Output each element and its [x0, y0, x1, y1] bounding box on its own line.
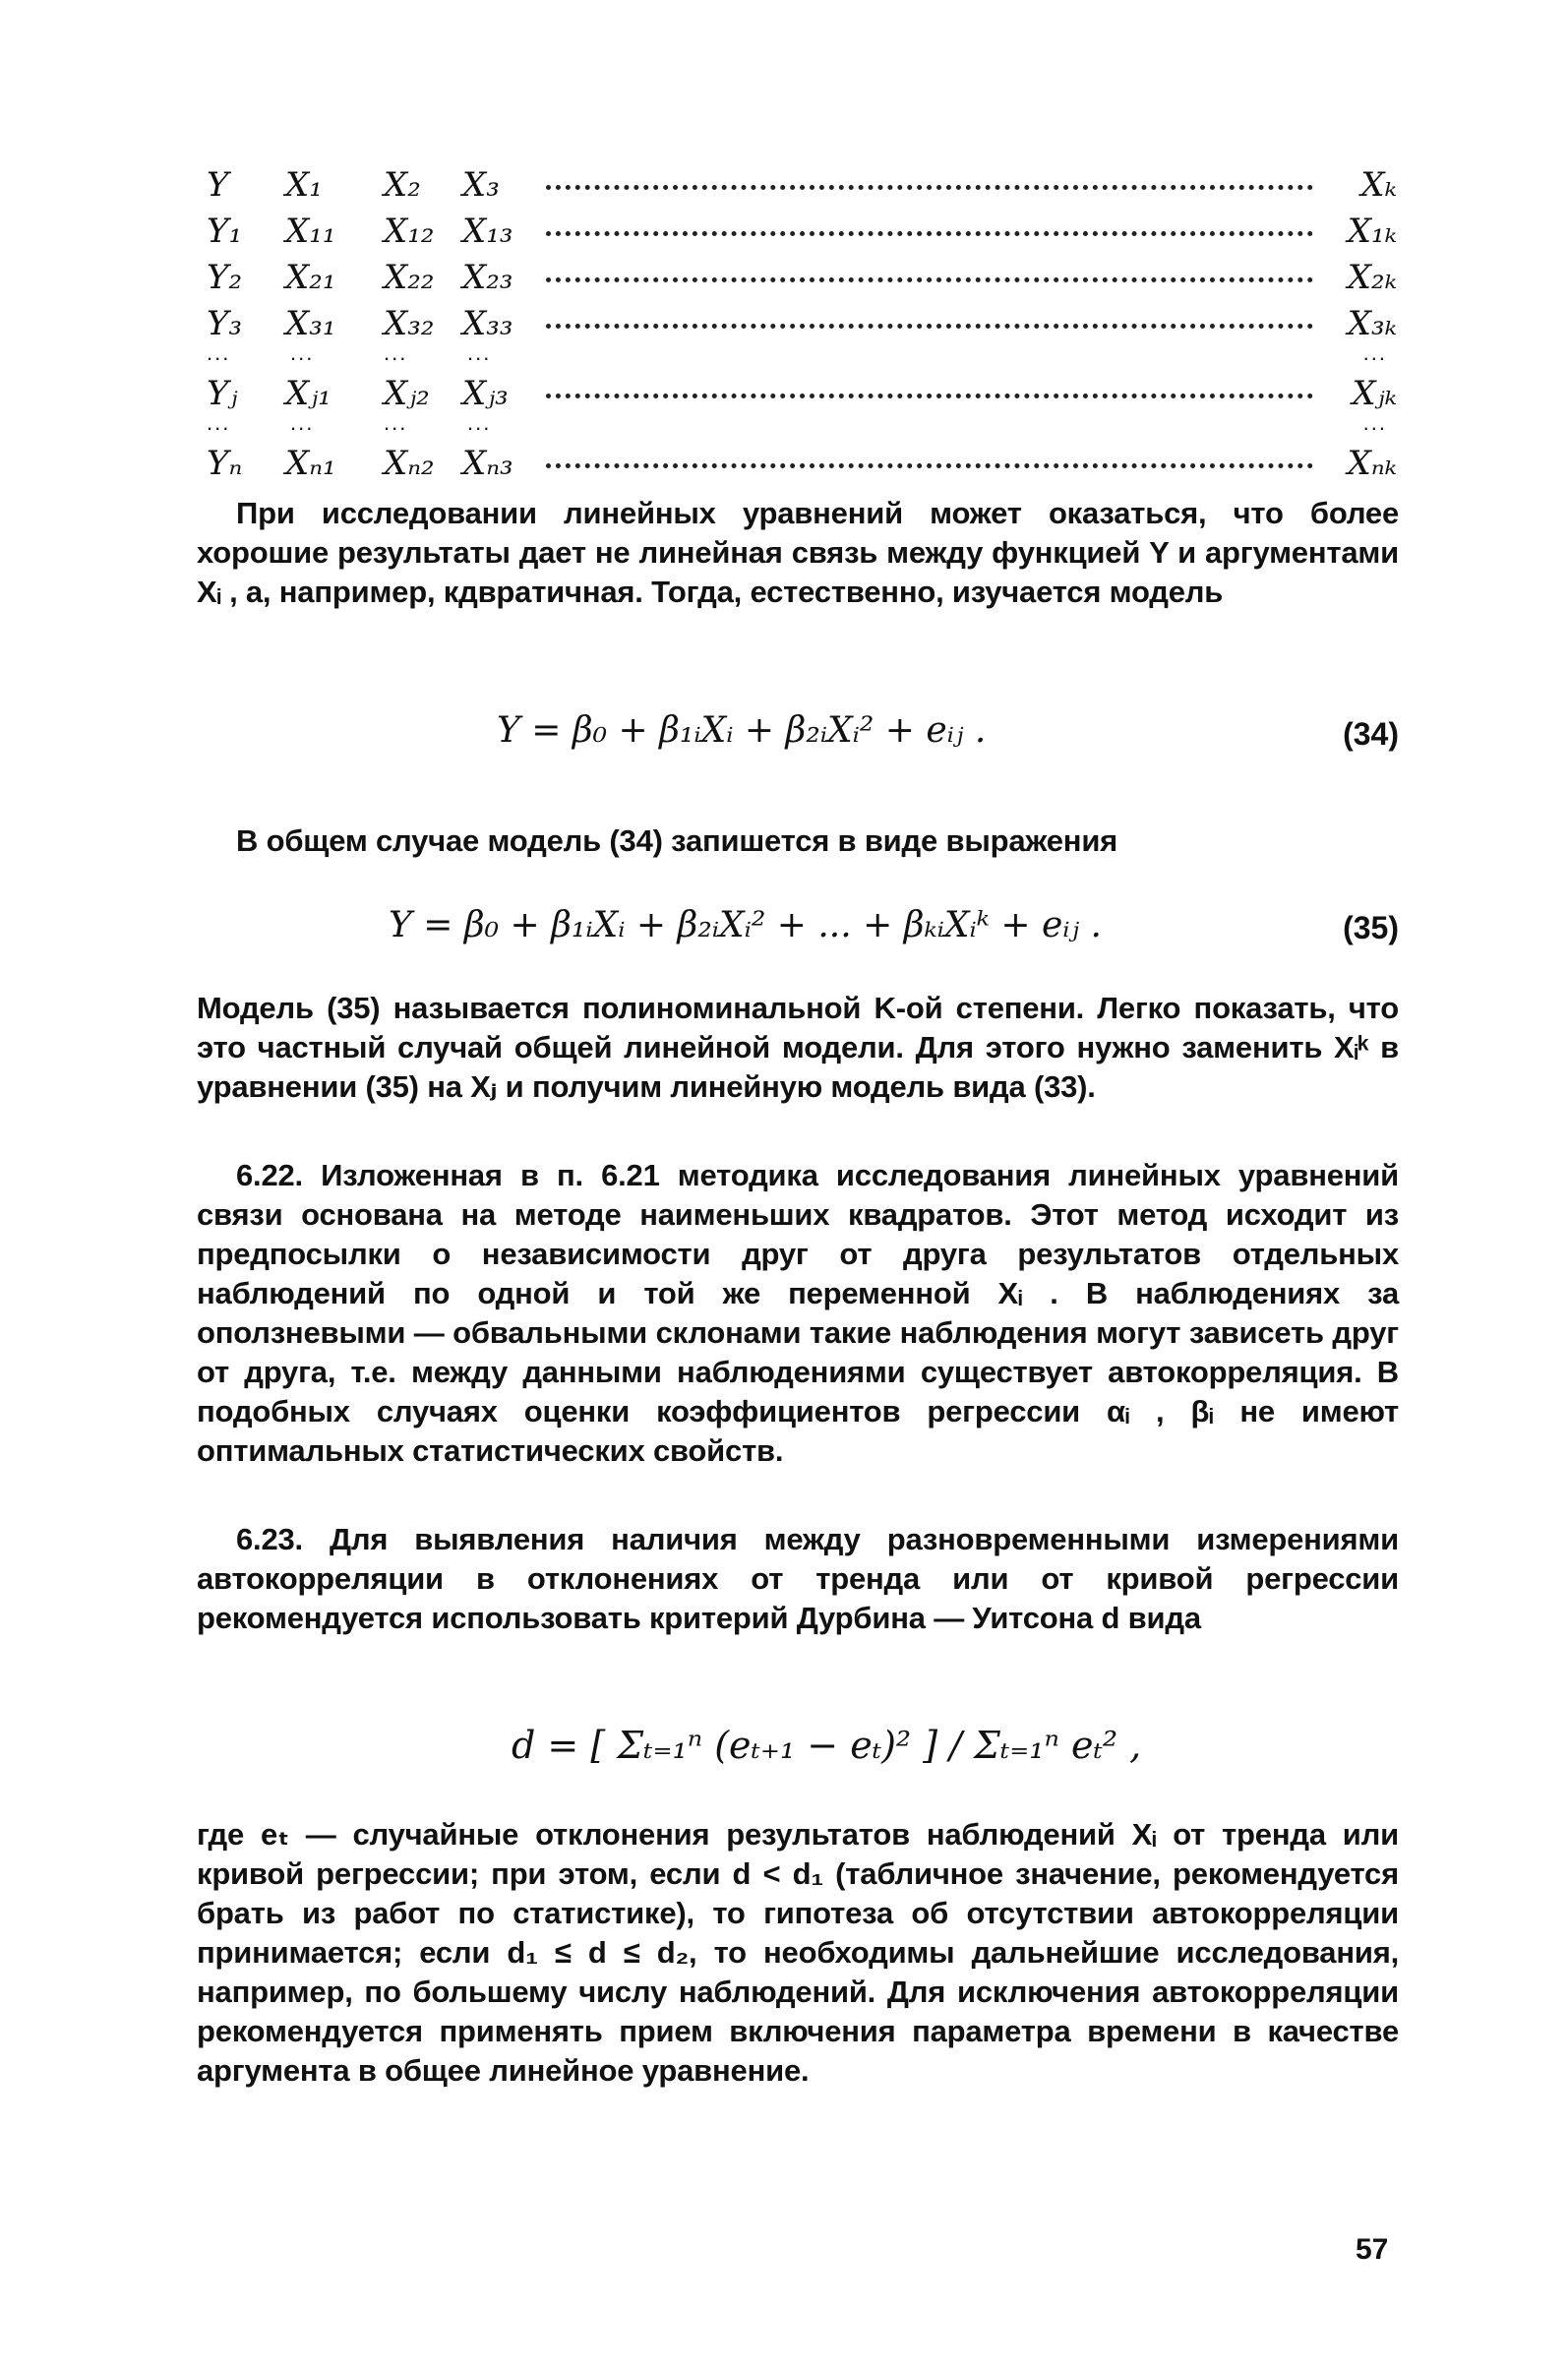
dotted-leader	[546, 376, 1313, 398]
dotted-leader	[546, 213, 1313, 236]
matrix-cell-y: Yₙ	[207, 444, 243, 483]
matrix-cell-x3: Xⱼ₃	[462, 374, 509, 413]
dotted-leader	[546, 167, 1313, 190]
ellipsis: ...	[467, 340, 492, 365]
matrix-cell-xk: Xⱼₖ	[1352, 374, 1397, 413]
dotted-leader	[546, 260, 1313, 282]
matrix-cell-x1: X₁	[285, 165, 323, 205]
ellipsis: ...	[290, 410, 315, 435]
matrix-row	[207, 212, 1397, 258]
matrix-cell-x2: X₂	[384, 165, 421, 205]
matrix-cell-x1: X₃₁	[285, 304, 336, 343]
equation-34-number: (34)	[1343, 716, 1399, 752]
matrix-row	[207, 258, 1397, 304]
matrix-cell-x3: X₃₃	[462, 304, 513, 343]
matrix-cell-xk: X₂ₖ	[1347, 258, 1397, 297]
dotted-leader	[546, 306, 1313, 329]
matrix-cell-x3: X₃	[462, 165, 500, 205]
matrix-cell-x2: X₁₂	[384, 212, 435, 251]
equation-durbin-watson: d = [ Σₜ₌₁ⁿ (eₜ₊₁ − eₜ)² ] / Σₜ₌₁ⁿ eₜ² ,	[512, 1724, 1142, 1767]
matrix-cell-x2: X₃₂	[384, 304, 435, 343]
equation-35-number: (35)	[1343, 910, 1399, 945]
dotted-leader	[546, 446, 1313, 468]
ellipsis: ...	[384, 340, 408, 365]
matrix-cell-x1: X₂₁	[285, 258, 336, 297]
paragraph-intro: При исследовании линейных уравнений может оказаться, что более хорошие результаты дает не линейная связь между функцией Y и аргументами Xᵢ , а, например, кдвратичная. Тогда, естественно, изучается модель	[197, 496, 1399, 609]
ellipsis: ...	[1362, 340, 1387, 365]
matrix-ellipsis-row	[207, 340, 1397, 374]
ellipsis: ...	[290, 340, 315, 365]
ellipsis: ...	[384, 410, 408, 435]
ellipsis: ...	[467, 410, 492, 435]
ellipsis: ...	[207, 410, 231, 435]
data-matrix	[207, 165, 1397, 490]
matrix-cell-x2: X₂₂	[384, 258, 435, 297]
matrix-cell-xk: Xₖ	[1360, 165, 1397, 205]
page-number: 57	[1356, 2233, 1389, 2266]
matrix-cell-xk: X₁ₖ	[1347, 212, 1397, 251]
matrix-cell-y: Yⱼ	[207, 374, 238, 413]
matrix-cell-y: Y₁	[207, 212, 243, 251]
matrix-row	[207, 444, 1397, 490]
matrix-cell-x3: X₁₃	[462, 212, 513, 251]
equation-34: Y = β₀ + β₁ᵢXᵢ + β₂ᵢXᵢ² + eᵢⱼ .	[497, 710, 987, 751]
matrix-cell-y: Y₂	[207, 258, 243, 297]
paragraph-general-case: В общем случае модель (34) запишется в виде выражения	[236, 823, 1118, 858]
ellipsis: ...	[207, 340, 231, 365]
matrix-cell-x2: Xⱼ₂	[384, 374, 430, 413]
ellipsis: ...	[1362, 410, 1387, 435]
matrix-cell-x3: X₂₃	[462, 258, 513, 297]
paragraph-section-6-22: 6.22. Изложенная в п. 6.21 методика исследования линейных уравнений связи основана на методе наименьших квадратов. Этот метод исходит из предпосылки о независимости друг от друга результатов отдельных наблюдений по одной и той же переменной Xᵢ . В наблюдениях за оползневыми — обвальными склонами такие наблюдения могут зависеть друг от друга, т.е. между данными наблюдениями существует автокорреляция. В подобных случаях оценки коэффициентов регрессии αᵢ , βᵢ не имеют оптимальных статистических свойств.	[197, 1158, 1399, 1468]
matrix-ellipsis-row	[207, 410, 1397, 444]
paragraph-section-6-23: 6.23. Для выявления наличия между разновременными измерениями автокорреляции в отклонениях от тренда или от кривой регрессии рекомендуется использовать критерий Дурбина — Уитсона d вида	[197, 1522, 1399, 1635]
paragraph-polynomial: Модель (35) называется полиноминальной K-ой степени. Легко показать, что это частный случай общей линейной модели. Для этого нужно заменить Xᵢᵏ в уравнении (35) на Xⱼ и получим линейную модель вида (33).	[197, 991, 1399, 1104]
matrix-cell-x1: Xₙ₁	[285, 444, 336, 483]
matrix-cell-x3: Xₙ₃	[462, 444, 513, 483]
matrix-cell-x1: X₁₁	[285, 212, 336, 251]
matrix-cell-x1: Xⱼ₁	[285, 374, 332, 413]
matrix-cell-xk: X₃ₖ	[1347, 304, 1397, 343]
equation-35: Y = β₀ + β₁ᵢXᵢ + β₂ᵢXᵢ² + ... + βₖᵢXᵢᵏ + eᵢⱼ .	[389, 905, 1102, 945]
matrix-cell-x2: Xₙ₂	[384, 444, 435, 483]
matrix-cell-y: Y	[207, 165, 229, 205]
matrix-row	[207, 165, 1397, 212]
paragraph-where-et: где eₜ — случайные отклонения результатов наблюдений Xᵢ от тренда или кривой регрессии; при этом, если d < d₁ (табличное значение, рекомендуется брать из работ по статистике), то гипотеза об отсутствии автокорреляции принимается; если d₁ ≤ d ≤ d₂, то необходимы дальнейшие исследования, например, по большему числу наблюдений. Для исключения автокорреляции рекомендуется применять прием включения параметра времени в качестве аргумента в общее линейное уравнение.	[197, 1817, 1399, 2088]
matrix-cell-y: Y₃	[207, 304, 243, 343]
matrix-cell-xk: Xₙₖ	[1347, 444, 1397, 483]
